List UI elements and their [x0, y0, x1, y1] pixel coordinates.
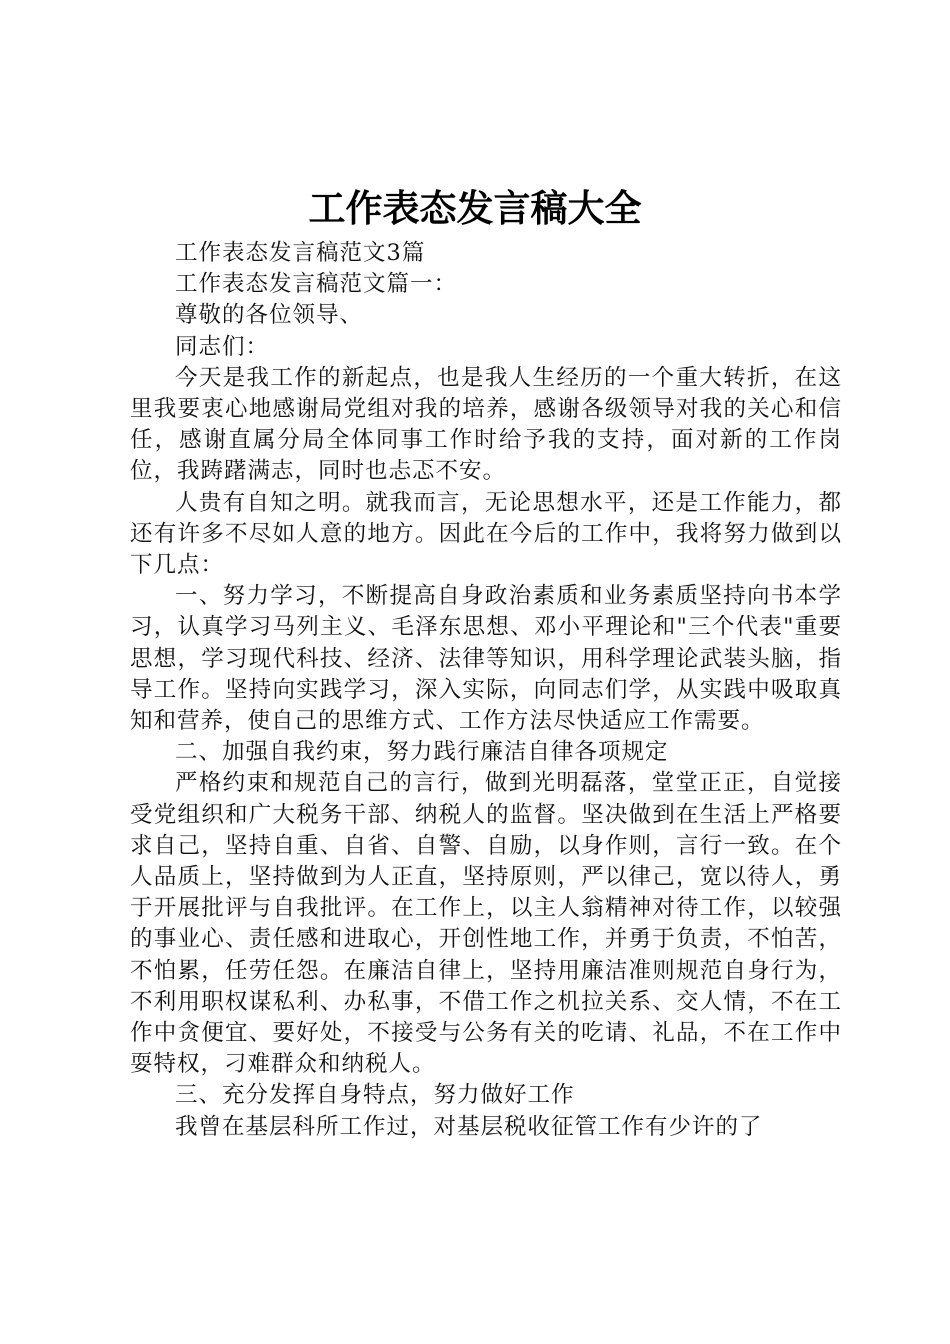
salutation-paragraph: 尊敬的各位领导、 — [175, 302, 364, 329]
body-paragraph: 严格约束和规范自己的言行，做到光明磊落，堂堂正正，自觉接受党组织和广大税务干部、纳税人的监督。坚决做到在生活上严格要求自己，坚持自重、自省、自警、自励，以身作则，言行一致。在个人品质上，坚持做到为人正直，坚持原则，严以律己，宽以待人，勇于开展批评与自我批评。在工作上，以主人翁精神对待工作，以较强的事业心、责任感和进取心，开创性地工作，并勇于负责，不怕苦，不怕累，任劳任怨。在廉洁自律上，坚持用廉洁准则规范自身行为，不利用职权谋私利、办私事，不借工作之机拉关系、交人情，不在工作中贪便宜、要好处，不接受与公务有关的吃请、礼品，不在工作中耍特权，刁难群众和纳税人。 — [130, 770, 842, 1078]
point-heading-paragraph: 二、加强自我约束，努力践行廉洁自律各项规定 — [175, 739, 669, 766]
document-title: 工作表态发言稿大全 — [308, 186, 642, 230]
point-heading-paragraph: 三、充分发挥自身特点，努力做好工作 — [175, 1082, 575, 1109]
salutation-paragraph: 同志们： — [175, 333, 270, 360]
body-paragraph: 我曾在基层科所工作过，对基层税收征管工作有少许的了 — [175, 1113, 763, 1140]
body-paragraph: 人贵有自知之明。就我而言，无论思想水平，还是工作能力，都还有许多不尽如人意的地方。因此在今后的工作中，我将努力做到以下几点： — [130, 489, 842, 579]
body-paragraph: 今天是我工作的新起点，也是我人生经历的一个重大转折，在这里我要衷心地感谢局党组对我的培养，感谢各级领导对我的关心和信任，感谢直属分局全体同事工作时给予我的支持，面对新的工作岗位，我踌躇满志，同时也忐忑不安。 — [130, 364, 842, 485]
document-body — [130, 238, 842, 1143]
section-heading-paragraph: 工作表态发言稿范文篇一： — [175, 271, 458, 298]
subtitle-paragraph: 工作表态发言稿范文3篇 — [175, 240, 426, 266]
body-paragraph: 一、努力学习，不断提高自身政治素质和业务素质坚持向书本学习，认真学习马列主义、毛泽东思想、邓小平理论和"三个代表"重要思想，学习现代科技、经济、法律等知识，用科学理论武装头脑，指导工作。坚持向实践学习，深入实际，向同志们学，从实践中吸取真知和营养，使自己的思维方式、工作方法尽快适应工作需要。 — [130, 583, 842, 735]
